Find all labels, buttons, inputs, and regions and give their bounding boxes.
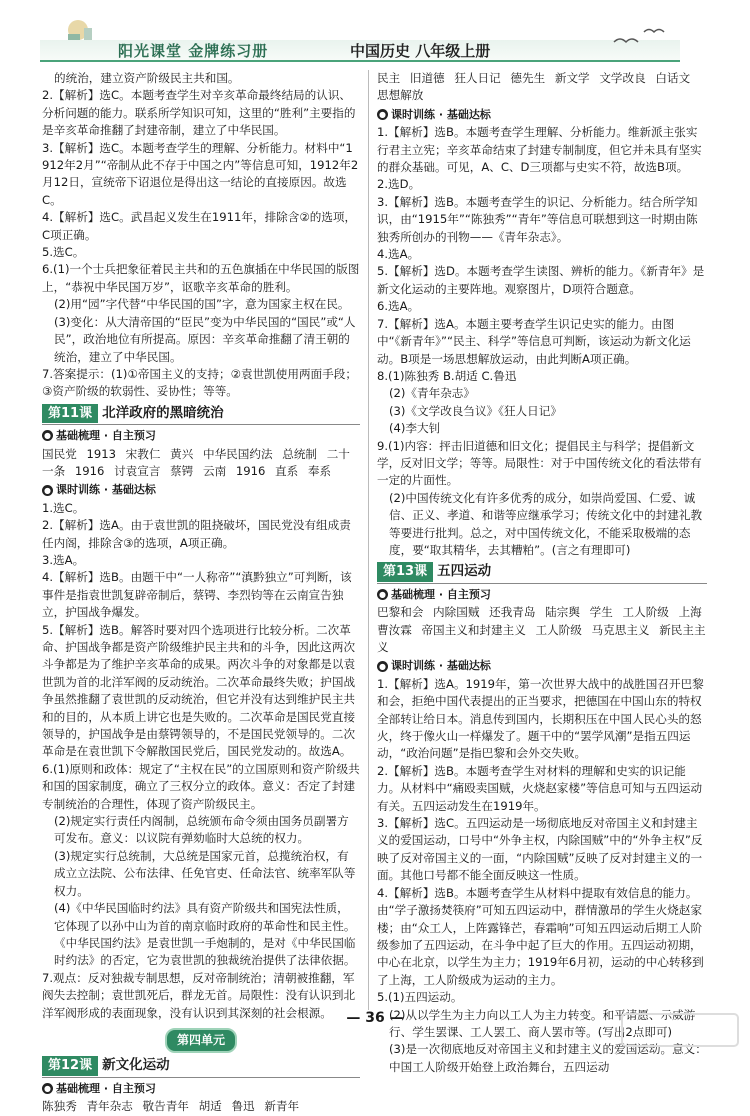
answer: 3.【解析】选C。五四运动是一场彻底地反对帝国主义和封建主义的爱国运动，口号中“外争主权，内除国贼”中的“外争主权”反映了反对帝国主义的一面，“内除国贼”反映了反对封建主义的一面。其他口号都不能全面反映这一性质。 (377, 816, 703, 883)
lesson-title: 新文化运动 (102, 1057, 170, 1074)
answer: 9.(1)内容：抨击旧道德和旧文化；提倡民主与科学；提倡新文学，反对旧文学；等等。局限性：对于中国传统文化的看法带有一定的片面性。 (377, 438, 702, 488)
answer: 6.(1)原则和政体：规定了“主权在民”的立国原则和资产阶级共和国的国家制度，确立了三权分立的政体。意义：否定了封建专制统治的合理性，体现了资产阶级民主。 (42, 761, 360, 811)
section-label: 课时训练 · 基础达标 (391, 107, 491, 121)
page-number: — 36 — (346, 1010, 404, 1026)
section-basic (42, 1080, 360, 1097)
section-train (377, 106, 707, 123)
keywords: 陈独秀 青年杂志 敬告青年 胡适 鲁迅 新青年 (42, 1099, 300, 1114)
section-label: 课时训练 · 基础达标 (391, 659, 491, 673)
answer: 6.选A。 (377, 299, 420, 314)
answer: 7.观点：反对独裁专制思想，反对帝制统治；清朝被推翻，军阀失去控制；袁世凯死后，群龙无首。局限性：没有认识到北洋军阀形成的表面现象，没有认识到其深刻的社会根源。 (42, 970, 356, 1020)
section-icon: ● (42, 430, 53, 441)
answer: 3.【解析】选B。本题考查学生的识记、分析能力。结合所学知识，由“1915年”“陈独秀”“青年”等信息可联想到这一时期由陈独秀所创办的刊物——《青年杂志》。 (377, 194, 698, 244)
section-label: 基础梳理 · 自主预习 (56, 429, 156, 443)
lesson-title: 五四运动 (437, 563, 492, 580)
answer: (4)李大钊 (389, 421, 441, 436)
keywords: 国民党 1913 宋教仁 黄兴 中华民国约法 总统制 二十一条 1916 讨袁宣言 蔡锷 云南 1916 直系 奉系 (42, 446, 350, 478)
brand-title: 阳光课堂 金牌练习册 (118, 42, 269, 60)
answer: 5.【解析】选B。解答时要对四个选项进行比较分析。二次革命、护国战争都是资产阶级维护民主共和的斗争，因此这两次斗争都是为了维护辛亥革命的成果。两次斗争的对象都是以袁世凯为首的北洋军阀的反动统治。二次革命最终失败；护国战争虽然推翻了袁世凯的反动统治，但它并没有达到维护民主共和的目的，从本质上讲它也是失败的。二次革命是国民党直接领导的，护国战争是由蔡锷领导的，不是国民党领导的。二次革命是在袁世凯下令解散国民党后，国民党发动的。故选A。 (42, 622, 356, 759)
answer: (2)中国传统文化有许多优秀的成分，如崇尚爱国、仁爱、诚信、正义、孝道、和谐等应继承学习；传统文化中的封建礼教等要进行批判。总之，对中国传统文化，不能采取极端的态度，要“取其精华，去其糟粕”。(言之有理即可) (389, 490, 703, 557)
answer: 2.选D。 (377, 177, 421, 192)
answer: (2)从以学生为主力向以工人为主力转变。和平请愿、示威游行、学生罢课、工人罢工、商人罢市等。(写出2点即可) (389, 1007, 696, 1039)
lesson-number: 第11课 (42, 404, 98, 423)
answer: 5.(1)五四运动。 (377, 990, 463, 1005)
lesson-number: 第12课 (42, 1056, 98, 1075)
answer: (2)《青年杂志》 (389, 386, 475, 401)
answer: 4.选A。 (377, 247, 420, 262)
text-line: (3)变化：从大清帝国的“臣民”变为中华民国的“国民”或“人民”，政治地位有所提高。原因：辛亥革命推翻了清王朝的统治，建立了中华民国。 (54, 314, 356, 364)
section-label: 基础梳理 · 自主预习 (391, 587, 491, 601)
right-column (377, 70, 707, 1076)
lesson-title: 北洋政府的黑暗统治 (102, 404, 224, 421)
section-icon: ● (377, 661, 388, 672)
text-line: 5.选C。 (42, 245, 85, 260)
lesson-number: 第13课 (377, 562, 433, 581)
left-column (42, 70, 360, 1116)
section-train (42, 481, 360, 498)
answer: (3)规定实行总统制，大总统是国家元首，总揽统治权，有成立立法院、公布法律、任免官吏、任命法官、统率军队等权力。 (54, 848, 356, 898)
section-train (377, 657, 707, 674)
text-line: 3.【解析】选C。本题考查学生的理解、分析能力。材料中“1912年2月”“帝制从此不存于中国之内”等信息可知，1912年2月12日，宣统帝下诏退位是得出这一结论的直接原因。故选C。 (42, 140, 359, 207)
section-icon: ● (42, 485, 53, 496)
answer: 1.选C。 (42, 500, 85, 515)
answer: 1.【解析】选A。1919年，第一次世界大战中的战胜国召开巴黎和会，拒绝中国代表提出的正当要求，把德国在中国山东的特权全部转让给日本。消息传到国内，长期积压在中国人民心头的怒火，终于像火山一样爆发了。题干中的“罢学风潮”是指五四运动，“政治问题”是指巴黎和会外交失败。 (377, 676, 704, 761)
answer: (4)《中华民国临时约法》具有资产阶级共和国宪法性质，它体现了以孙中山为首的南京临时政府的革命性和民主性。《中华民国约法》是袁世凯一手炮制的，是对《中华民国临时约法》的否定，它为袁世凯的独裁统治提供了法律依据。 (54, 901, 356, 968)
text-line: 2.【解析】选C。本题考查学生对辛亥革命最终结局的认识、分析问题的能力。联系所学知识可知，这里的“胜利”主要指的是辛亥革命推翻了封建帝制，建立了中华民国。 (42, 88, 356, 138)
answer: 4.【解析】选B。由题干中“一人称帝”“滇黔独立”可判断，该事件是指袁世凯复辟帝制后，蔡锷、李烈钧等在云南宣告独立，护国战争爆发。 (42, 570, 352, 620)
text-line: (2)用“园”字代替“中华民国的国”字，意为国家主权在民。 (54, 297, 350, 312)
answer: 3.选A。 (42, 552, 85, 567)
unit-banner (146, 1028, 256, 1053)
section-basic (377, 586, 707, 603)
lesson-13-heading (377, 562, 707, 583)
unit-label: 第四单元 (165, 1028, 237, 1053)
answer: 7.【解析】选A。本题主要考查学生识记史实的能力。由图中“《新青年》”“民主、科学”等信息可判断，该运动为新文化运动。B项是一场思想解放运动，由此判断A项正确。 (377, 316, 691, 366)
text-line: 的统治，建立资产阶级民主共和国。 (54, 71, 240, 85)
birds-icon (610, 24, 670, 50)
keywords: 巴黎和会 内除国贼 还我青岛 陆宗舆 学生 工人阶级 上海 曹汝霖 帝国主义和封建主义 工人阶级 马克思主义 新民主主义 (377, 605, 706, 654)
page-header (0, 0, 750, 66)
watermark-logo-icon (620, 1010, 740, 1050)
answer: (3)《文学改良刍议》《狂人日记》 (389, 403, 562, 418)
answer: 5.【解析】选D。本题考查学生读图、辨析的能力。《新青年》是新文化运动的主要阵地。观察图片，D项符合题意。 (377, 264, 705, 296)
section-icon: ● (42, 1083, 53, 1094)
column-divider (368, 70, 369, 1010)
section-icon: ● (377, 589, 388, 600)
lesson-11-heading (42, 404, 360, 425)
section-label: 基础梳理 · 自主预习 (56, 1081, 156, 1095)
text-line: 4.【解析】选C。武昌起义发生在1911年，排除含②的选项，C项正确。 (42, 210, 357, 242)
answer: 4.【解析】选B。本题考查学生从材料中提取有效信息的能力。由“学子激扬焚筷府”可知五四运动中，群情激昂的学生火烧赵家楼；由“众工人，上阵露锋芒，春霜响”可知五四运动后期工人阶级参加了五四运动，在斗争中起了巨大的作用。五四运动初期，中心在北京，以学生为主力；1919年6月初，运动的中心转移到了上海，工人阶级成为运动的主力。 (377, 885, 704, 987)
section-basic (42, 427, 360, 444)
text-line: 7.答案提示：(1)①帝国主义的支持；②袁世凯使用两面手段；③资产阶级的软弱性、妥协性；等等。 (42, 366, 357, 399)
subject-title: 中国历史 八年级上册 (350, 42, 491, 60)
keywords: 民主 旧道德 狂人日记 德先生 新文学 文学改良 白话文 思想解放 (377, 71, 691, 103)
answer: 2.【解析】选B。本题考查学生对材料的理解和史实的识记能力。从材料中“痛殴卖国贼，火烧赵家楼”等信息可知与五四运动有关。五四运动发生在1919年。 (377, 763, 703, 813)
answer: (3)是一次彻底地反对帝国主义和封建主义的爱国运动。意义：中国工人阶级开始登上政治舞台，五四运动 (389, 1042, 707, 1074)
lesson-12-heading (42, 1056, 360, 1077)
answer: 8.(1)陈独秀 B.胡适 C.鲁迅 (377, 368, 517, 383)
section-icon: ● (377, 109, 388, 120)
answer: 1.【解析】选B。本题考查学生理解、分析能力。维新派主张实行君主立宪；辛亥革命结束了封建专制制度，但它并未具有坚实的群众基础。可见，A、C、D三项都与史实不符，故选B项。 (377, 125, 702, 175)
section-label: 课时训练 · 基础达标 (56, 483, 156, 497)
answer: (2)规定实行责任内阁制，总统颁布命令须由国务员副署方可发布。意义：以议院有弹劾临时大总统的权力。 (54, 814, 349, 846)
text-line: 6.(1)一个士兵把象征着民主共和的五色旗插在中华民国的版图上，“恭祝中华民国万岁”，讴歌辛亥革命的胜利。 (42, 262, 360, 294)
answer: 2.【解析】选A。由于袁世凯的阻挠破坏，国民党没有组成责任内阁，排除含③的选项，A项正确。 (42, 518, 351, 550)
